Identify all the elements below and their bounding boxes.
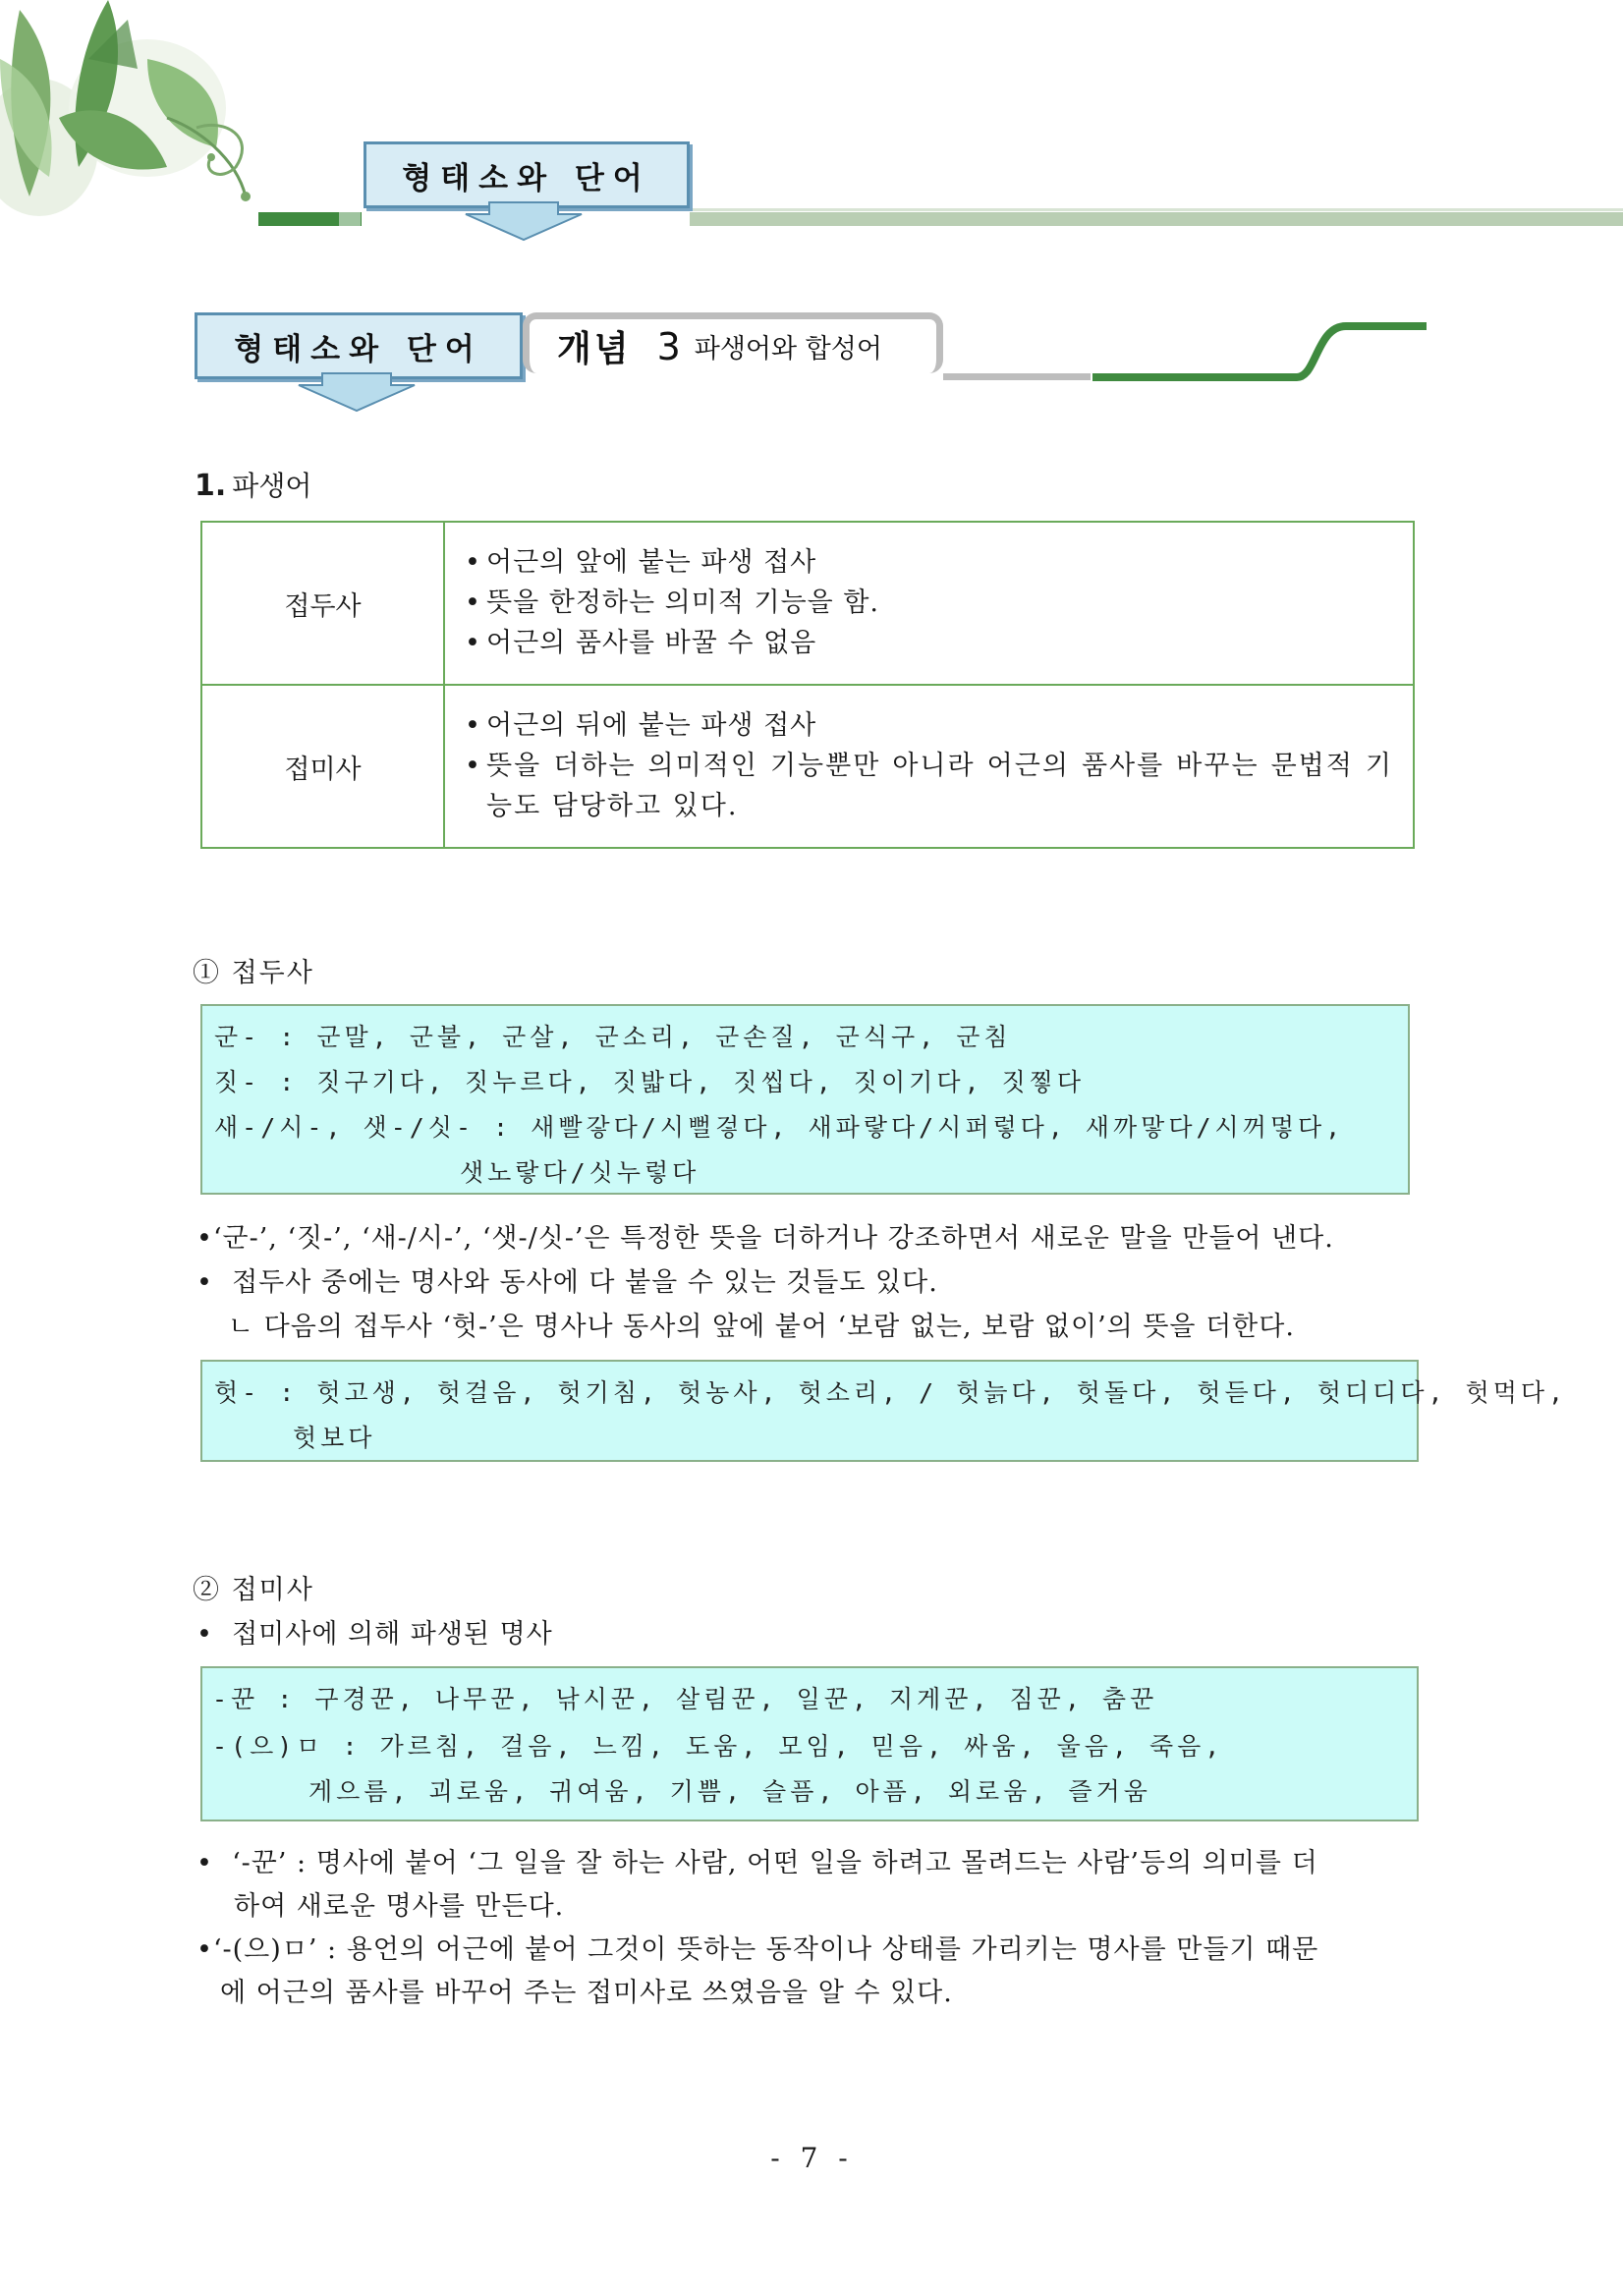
example-line: 샛노랗다/싯누렇다 (460, 1158, 700, 1187)
example-line: 군- : 군말, 군불, 군살, 군소리, 군손질, 군식구, 군침 (214, 1023, 1012, 1051)
list-item: • 뜻을 한정하는 의미적 기능을 함. (465, 587, 879, 618)
list-item: • 뜻을 더하는 의미적인 기능뿐만 아니라 어근의 품사를 바꾸는 문법적 기능도 담당하고 있다. (465, 750, 1393, 821)
affix-definition-table (200, 521, 1415, 849)
suffix-note: •‘-(으)ㅁ’ : 용언의 어근에 붙어 그것이 뜻하는 동작이나 상태를 가리키는 명사를 만들기 때문 (196, 1934, 1319, 1965)
concept-label: 개념 (557, 329, 632, 369)
example-line: 새-/시-, 샛-/싯- : 새빨갛다/시뻘겋다, 새파랗다/시퍼렇다, 새까맣다/시꺼멓다, (214, 1113, 1345, 1142)
example-line: 짓- : 짓구기다, 짓누르다, 짓밟다, 짓씹다, 짓이기다, 짓찧다 (214, 1068, 1086, 1096)
suffix-note-continued: 하여 새로운 명사를 만든다. (234, 1891, 565, 1922)
example-line: 게으름, 괴로움, 귀여움, 기쁨, 슬픔, 아픔, 외로움, 즐거움 (308, 1777, 1151, 1806)
concept-section-banner: 형태소와 단어 (195, 312, 523, 379)
section-number: 1. (195, 469, 227, 503)
table-description (444, 522, 1414, 685)
concept-curve-decoration (1169, 320, 1427, 383)
example-line: 헛- : 헛고생, 헛걸음, 헛기침, 헛농사, 헛소리, / 헛늙다, 헛돌다, 헛듣다, 헛디디다, 헛먹다, (214, 1378, 1568, 1407)
table-row (201, 522, 1414, 685)
heot-example-box (200, 1360, 1568, 1462)
list-item: • 어근의 뒤에 붙는 파생 접사 (465, 709, 817, 741)
header-rule-left-accent (339, 212, 361, 226)
page-number: - 7 - (770, 2142, 854, 2174)
list-item: • 어근의 앞에 붙는 파생 접사 (465, 546, 817, 578)
concept-title-box (523, 312, 943, 373)
suffix-note-continued: 에 어근의 품사를 바꾸어 주는 접미사로 쓰였음을 알 수 있다. (220, 1978, 953, 2008)
table-term: 접두사 (201, 522, 444, 685)
prefix-note: ㄴ 다음의 접두사 ‘헛-’은 명사나 동사의 앞에 붙어 ‘보람 없는, 보람 없이’의 뜻을 더한다. (228, 1312, 1295, 1342)
header-rule-right-top (690, 208, 1623, 211)
header-rule-right (690, 212, 1623, 226)
table-row (201, 685, 1414, 848)
concept-rule-green (1092, 373, 1171, 381)
suffix-example-box (200, 1666, 1419, 1821)
suffix-heading: ② 접미사 (193, 1575, 314, 1605)
prefix-heading: ① 접두사 (193, 958, 314, 988)
concept-number: 3 (656, 324, 681, 368)
prefix-note: • 접두사 중에는 명사와 동사에 다 붙을 수 있는 것들도 있다. (196, 1267, 938, 1298)
list-item: • 어근의 품사를 바꿀 수 없음 (465, 627, 817, 658)
concept-rule-gray (943, 373, 1091, 380)
example-line: -(으)ㅁ : 가르침, 걸음, 느낌, 도움, 모임, 믿음, 싸움, 울음, 죽음, (212, 1732, 1224, 1761)
prefix-note: •‘군-’, ‘짓-’, ‘새-/시-’, ‘샛-/싯-’은 특정한 뜻을 더하거나 강조하면서 새로운 말을 만들어 낸다. (196, 1223, 1334, 1254)
suffix-note: • ‘-꾼’ : 명사에 붙어 ‘그 일을 잘 하는 사람, 어떤 일을 하려고 몰려드는 사람’등의 의미를 더 (196, 1848, 1318, 1878)
suffix-subheading: • 접미사에 의해 파생된 명사 (196, 1619, 553, 1650)
example-line: -꾼 : 구경꾼, 나무꾼, 낚시꾼, 살림꾼, 일꾼, 지게꾼, 짐꾼, 춤꾼 (212, 1685, 1158, 1713)
banner-arrow-down-icon (462, 202, 586, 242)
example-line: 헛보다 (293, 1424, 376, 1452)
prefix-example-box (200, 1004, 1410, 1195)
section-title (195, 465, 311, 504)
concept-banner-arrow-down-icon (295, 373, 419, 413)
header-banner: 형태소와 단어 (364, 141, 690, 208)
table-description (444, 685, 1414, 848)
section-title-text: 파생어 (232, 470, 312, 502)
leaf-decoration-icon (0, 0, 275, 236)
table-term: 접미사 (201, 685, 444, 848)
concept-title: 파생어와 합성어 (694, 334, 882, 364)
